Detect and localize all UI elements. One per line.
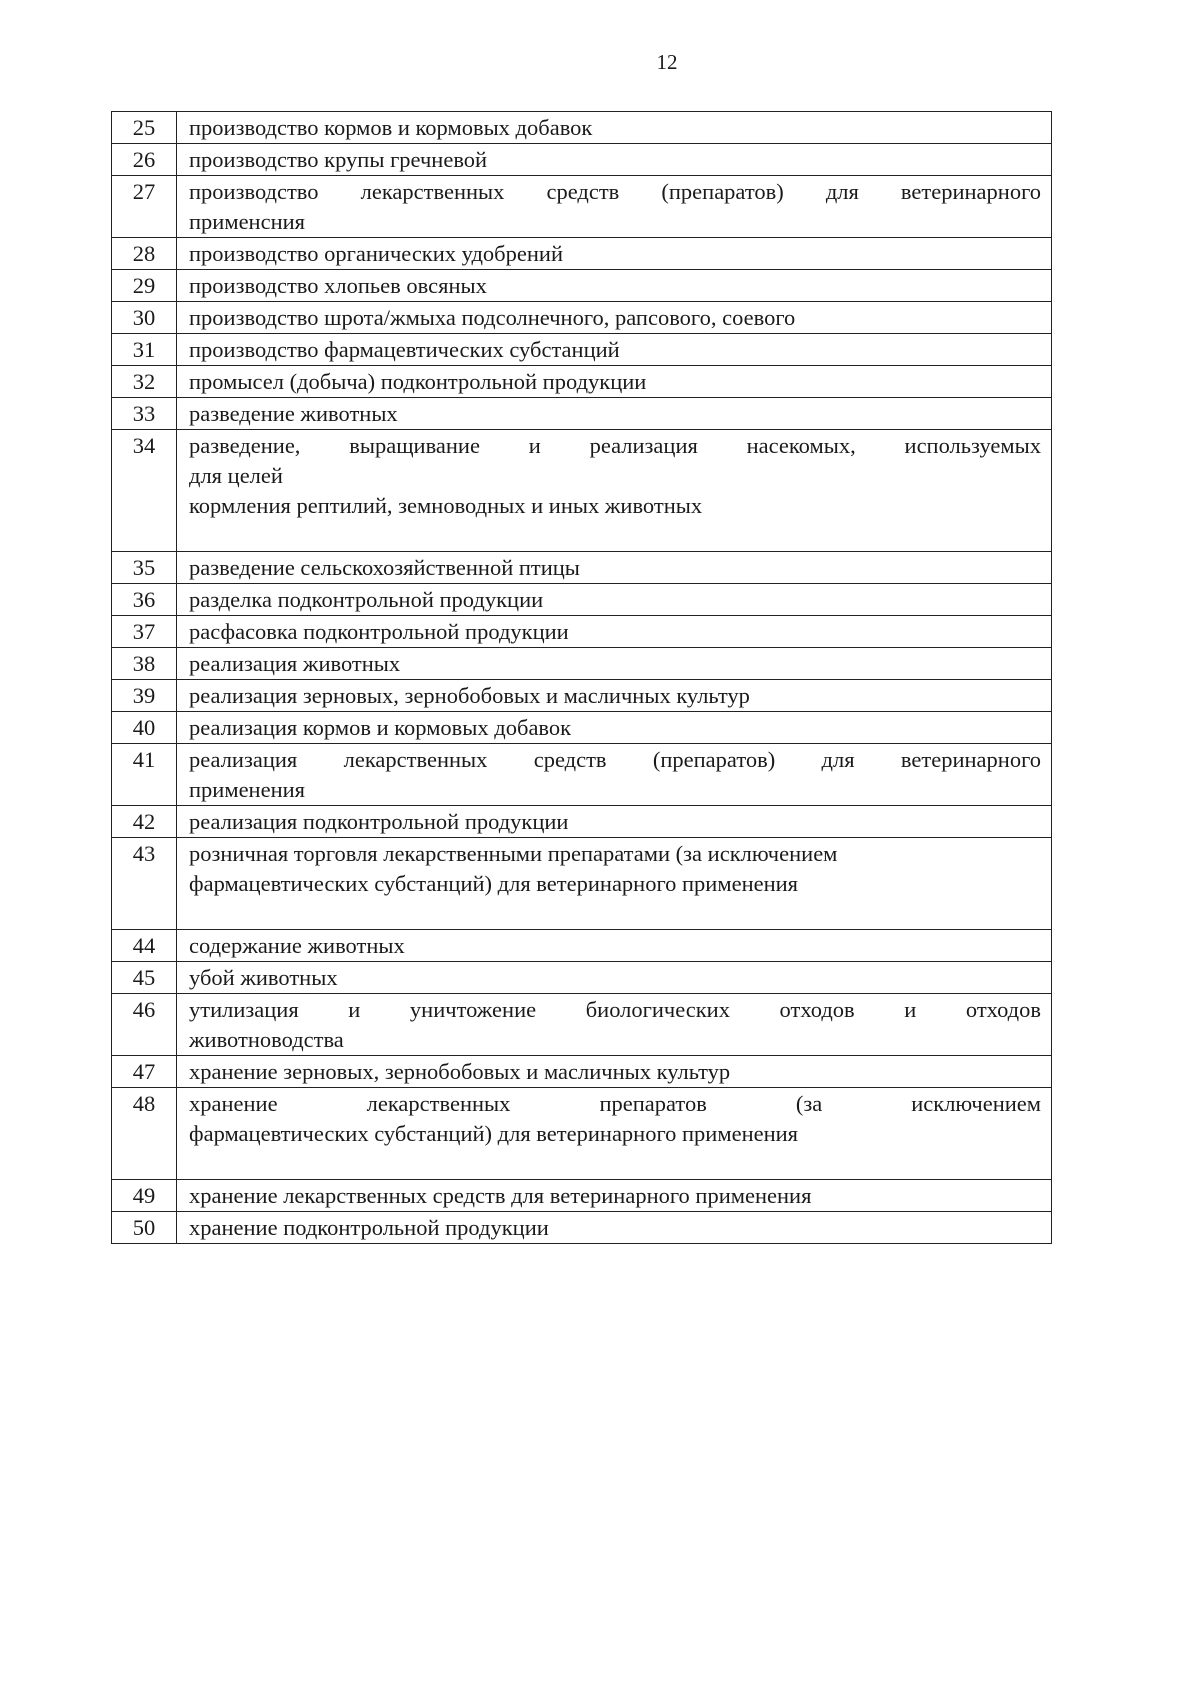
row-activity <box>177 616 1052 648</box>
activity-line: разведение животных <box>189 401 398 426</box>
row-number: 25 <box>112 112 177 144</box>
table-row <box>112 994 1052 1056</box>
row-number: 29 <box>112 270 177 302</box>
table-row <box>112 238 1052 270</box>
row-number: 35 <box>112 552 177 584</box>
row-activity <box>177 712 1052 744</box>
row-number: 28 <box>112 238 177 270</box>
activity-line: разведение, выращивание и реализация насекомых, используемых <box>189 433 1041 458</box>
table-row <box>112 930 1052 962</box>
row-activity <box>177 302 1052 334</box>
row-number: 44 <box>112 930 177 962</box>
row-number: 47 <box>112 1056 177 1088</box>
activity-line: содержание животных <box>189 933 405 958</box>
row-activity <box>177 806 1052 838</box>
row-number: 34 <box>112 430 177 552</box>
table-row <box>112 270 1052 302</box>
row-number: 39 <box>112 680 177 712</box>
row-number: 36 <box>112 584 177 616</box>
table-row <box>112 1056 1052 1088</box>
row-number: 50 <box>112 1212 177 1244</box>
row-activity <box>177 1056 1052 1088</box>
row-activity <box>177 1088 1052 1180</box>
row-number: 31 <box>112 334 177 366</box>
row-activity <box>177 994 1052 1056</box>
row-activity <box>177 270 1052 302</box>
activity-line: промысел (добыча) подконтрольной продукции <box>189 369 647 394</box>
row-activity <box>177 176 1052 238</box>
table-row <box>112 648 1052 680</box>
activities-table <box>111 111 1052 1244</box>
activity-line: реализация лекарственных средств (препаратов) для ветеринарного <box>189 747 1041 772</box>
row-activity <box>177 398 1052 430</box>
activity-line: хранение лекарственных средств для ветеринарного применения <box>189 1183 812 1208</box>
row-activity <box>177 366 1052 398</box>
activity-line: для целей <box>189 463 283 488</box>
row-number: 46 <box>112 994 177 1056</box>
activity-line: производство лекарственных средств (препаратов) для ветеринарного <box>189 179 1041 204</box>
row-activity <box>177 112 1052 144</box>
table-row <box>112 334 1052 366</box>
row-number: 48 <box>112 1088 177 1180</box>
row-number: 40 <box>112 712 177 744</box>
row-number: 49 <box>112 1180 177 1212</box>
table-row <box>112 616 1052 648</box>
table-row <box>112 176 1052 238</box>
activity-line: утилизация и уничтожение биологических отходов и отходов <box>189 997 1041 1022</box>
activity-line: производство кормов и кормовых добавок <box>189 115 593 140</box>
activity-line: производство шрота/жмыха подсолнечного, рапсового, соевого <box>189 305 796 330</box>
row-activity <box>177 962 1052 994</box>
table-row <box>112 806 1052 838</box>
activity-line: производство хлопьев овсяных <box>189 273 487 298</box>
table-row <box>112 962 1052 994</box>
activity-line: производство крупы гречневой <box>189 147 488 172</box>
row-number: 38 <box>112 648 177 680</box>
row-activity <box>177 238 1052 270</box>
activity-line: хранение зерновых, зернобобовых и масличных культур <box>189 1059 731 1084</box>
activity-line: фармацевтических субстанций) для ветеринарного применения <box>189 1121 799 1146</box>
table-row <box>112 1180 1052 1212</box>
activity-line: производство органических удобрений <box>189 241 563 266</box>
activity-line: розничная торговля лекарственными препаратами (за исключением <box>189 841 838 866</box>
row-activity <box>177 334 1052 366</box>
row-activity <box>177 838 1052 930</box>
table-row <box>112 1088 1052 1180</box>
row-number: 41 <box>112 744 177 806</box>
row-activity <box>177 930 1052 962</box>
row-activity <box>177 1212 1052 1244</box>
row-activity <box>177 648 1052 680</box>
row-number: 27 <box>112 176 177 238</box>
table-row <box>112 112 1052 144</box>
table-row <box>112 1212 1052 1244</box>
row-number: 33 <box>112 398 177 430</box>
table-row <box>112 744 1052 806</box>
row-activity <box>177 680 1052 712</box>
table-row <box>112 838 1052 930</box>
row-number: 43 <box>112 838 177 930</box>
row-activity <box>177 552 1052 584</box>
row-number: 26 <box>112 144 177 176</box>
activity-line: реализация животных <box>189 651 401 676</box>
table-row <box>112 144 1052 176</box>
row-activity <box>177 744 1052 806</box>
row-number: 42 <box>112 806 177 838</box>
table-row <box>112 584 1052 616</box>
row-number: 37 <box>112 616 177 648</box>
table-row <box>112 712 1052 744</box>
activity-line: разделка подконтрольной продукции <box>189 587 544 612</box>
row-activity <box>177 1180 1052 1212</box>
activity-line: животноводства <box>189 1027 344 1052</box>
activity-line: реализация кормов и кормовых добавок <box>189 715 572 740</box>
table-row <box>112 302 1052 334</box>
activity-line: реализация зерновых, зернобобовых и масличных культур <box>189 683 750 708</box>
table-row <box>112 398 1052 430</box>
row-number: 32 <box>112 366 177 398</box>
page-number: 12 <box>656 50 678 74</box>
row-activity <box>177 584 1052 616</box>
table-row <box>112 366 1052 398</box>
activity-line: кормления рептилий, земноводных и иных животных <box>189 493 703 518</box>
row-number: 30 <box>112 302 177 334</box>
table-row <box>112 552 1052 584</box>
activity-line: применсния <box>189 209 306 234</box>
activity-line: производство фармацевтических субстанций <box>189 337 620 362</box>
table-row <box>112 680 1052 712</box>
row-activity <box>177 430 1052 552</box>
activity-line: реализация подконтрольной продукции <box>189 809 569 834</box>
activity-line: хранение подконтрольной продукции <box>189 1215 549 1240</box>
table-row <box>112 430 1052 552</box>
table-body <box>112 112 1052 1244</box>
activity-line: убой животных <box>189 965 338 990</box>
activity-line: разведение сельскохозяйственной птицы <box>189 555 580 580</box>
activity-line: фармацевтических субстанций) для ветеринарного применения <box>189 871 799 896</box>
activity-line: применения <box>189 777 306 802</box>
activity-line: хранение лекарственных препаратов (за исключением <box>189 1091 1041 1116</box>
row-activity <box>177 144 1052 176</box>
row-number: 45 <box>112 962 177 994</box>
activity-line: расфасовка подконтрольной продукции <box>189 619 569 644</box>
